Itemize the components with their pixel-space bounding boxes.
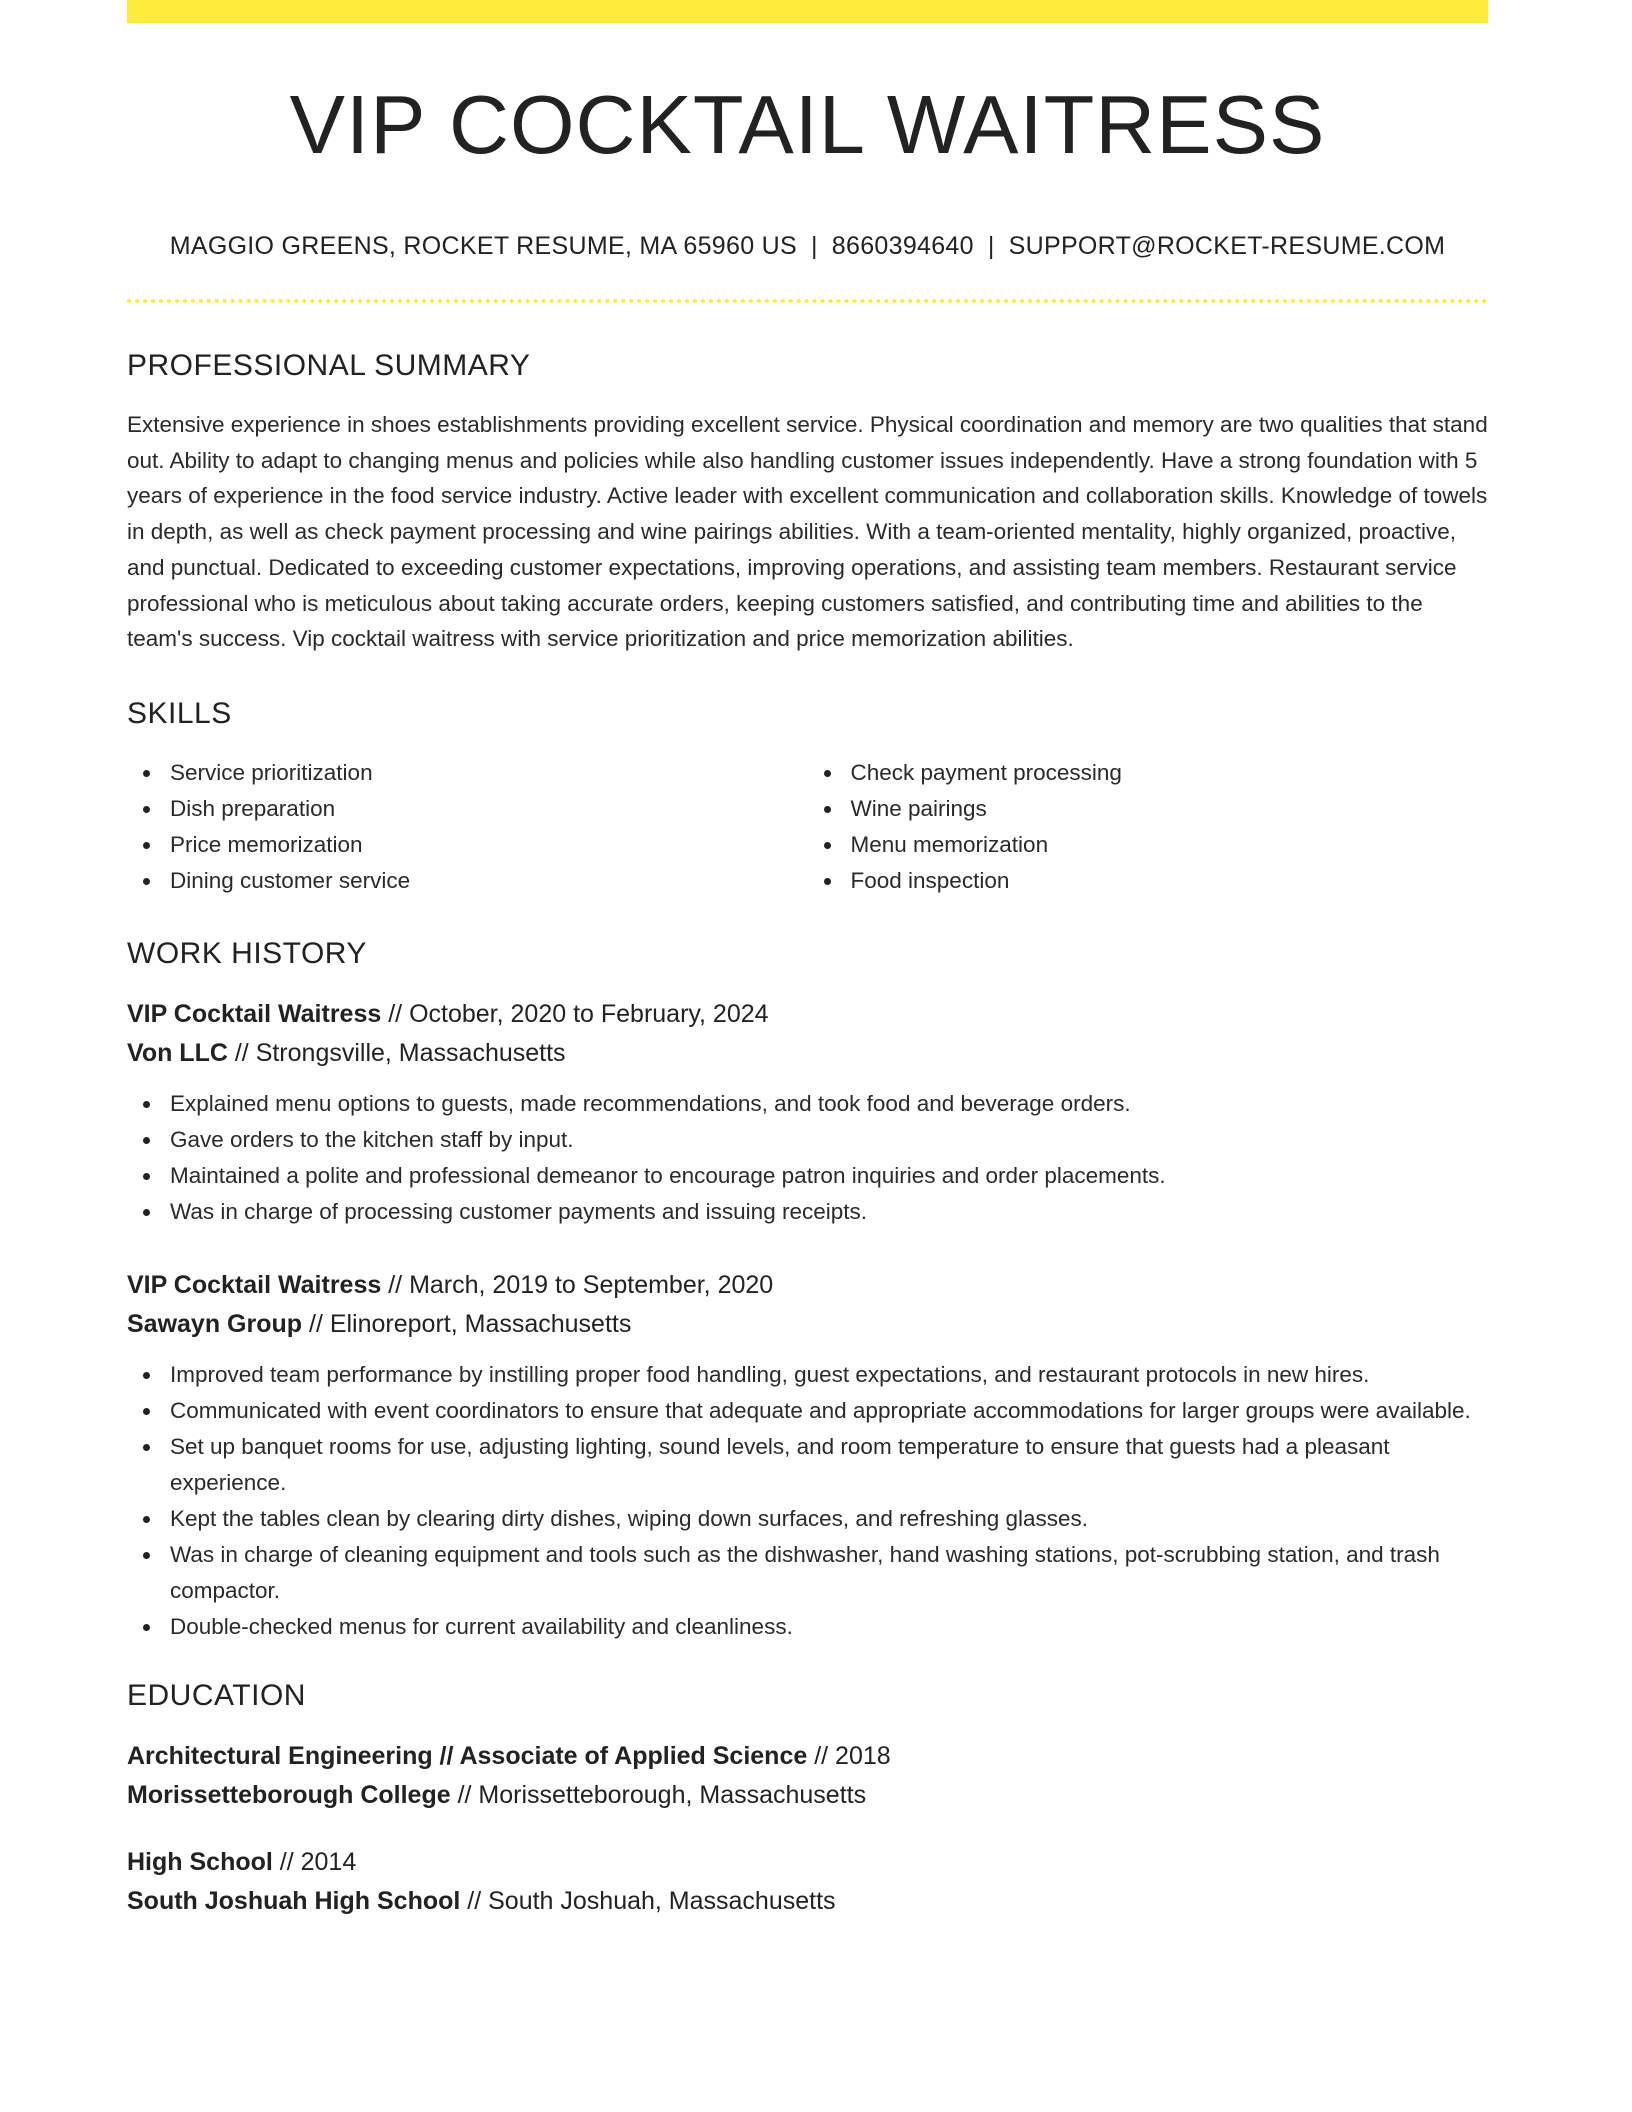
accent-top-bar <box>127 0 1488 23</box>
job-location: // Strongsville, Massachusetts <box>227 1038 566 1067</box>
duty-item: Set up banquet rooms for use, adjusting lighting, sound levels, and room temperature to ensure that guests had a pleasant experience. <box>170 1429 1488 1501</box>
education-degree: High School <box>127 1847 273 1876</box>
education-location: // Morissetteborough, Massachusetts <box>450 1780 867 1809</box>
contact-phone: 8660394640 <box>831 232 974 260</box>
education-entry <box>127 1737 1488 1815</box>
contact-address: MAGGIO GREENS, ROCKET RESUME, MA 65960 US <box>169 232 797 260</box>
skill-item: Wine pairings <box>851 791 1489 827</box>
contact-separator: | <box>811 232 818 260</box>
education-degree-line <box>127 1843 1488 1882</box>
contact-line <box>127 234 1488 259</box>
duty-item: Kept the tables clean by clearing dirty dishes, wiping down surfaces, and refreshing glasses. <box>170 1501 1488 1537</box>
summary-heading: PROFESSIONAL SUMMARY <box>127 349 531 382</box>
skill-item: Dining customer service <box>170 863 808 899</box>
duty-item: Communicated with event coordinators to ensure that adequate and appropriate accommodations for larger groups were available. <box>170 1393 1488 1429</box>
skills-column-left <box>127 755 808 899</box>
job-company-line <box>127 1034 1488 1073</box>
duty-item: Was in charge of processing customer payments and issuing receipts. <box>170 1194 1488 1230</box>
job-company-line <box>127 1305 1488 1344</box>
education-school-line <box>127 1776 1488 1815</box>
resume-name: VIP COCKTAIL WAITRESS <box>289 78 1326 171</box>
job-company: Sawayn Group <box>127 1309 303 1338</box>
skill-item: Food inspection <box>851 863 1489 899</box>
skill-item: Service prioritization <box>170 755 808 791</box>
education-heading: EDUCATION <box>127 1678 306 1712</box>
skills-heading: SKILLS <box>127 696 232 730</box>
skills-list <box>127 755 1488 899</box>
summary-text: Extensive experience in shoes establishments providing excellent service. Physical coordination and memory are two qualities that stand out. Ability to adapt to changing menus and policies while also handling customer issues independently. Have a strong foundation with 5 years of experience in the food service industry. Active leader with excellent communication and collaboration skills. Knowledge of towels in depth, as well as check payment processing and wine pairings abilities. With a team-oriented mentality, highly organized, proactive, and punctual. Dedicated to exceeding customer expectations, improving operations, and assisting team members. Restaurant service professional who is meticulous about taking accurate orders, keeping customers satisfied, and contributing time and abilities to the team's success. Vip cocktail waitress with service prioritization and price memorization abilities. <box>127 412 1488 652</box>
job-duties <box>127 1086 1488 1230</box>
education-school: Morissetteborough College <box>127 1780 451 1809</box>
skills-column-right <box>808 755 1489 899</box>
job-duties <box>127 1357 1488 1645</box>
skill-item: Check payment processing <box>851 755 1489 791</box>
resume-page <box>127 0 1488 1921</box>
job-dates: // October, 2020 to February, 2024 <box>381 999 769 1028</box>
contact-separator: | <box>987 232 995 260</box>
skill-item: Dish preparation <box>170 791 808 827</box>
duty-item: Maintained a polite and professional demeanor to encourage patron inquiries and order placements. <box>170 1158 1488 1194</box>
education-location: // South Joshuah, Massachusetts <box>460 1886 836 1915</box>
education-year: // 2014 <box>272 1847 357 1876</box>
contact-email: SUPPORT@ROCKET-RESUME.COM <box>1008 232 1446 260</box>
education-year: // 2018 <box>807 1741 891 1770</box>
duty-item: Gave orders to the kitchen staff by input. <box>170 1122 1488 1158</box>
job-company: Von LLC <box>127 1038 228 1067</box>
job-location: // Elinoreport, Massachusetts <box>302 1309 632 1338</box>
duty-item: Double-checked menus for current availability and cleanliness. <box>170 1609 1488 1645</box>
job-role: VIP Cocktail Waitress <box>127 999 382 1028</box>
duty-item: Explained menu options to guests, made recommendations, and took food and beverage orders. <box>170 1086 1488 1122</box>
dotted-divider <box>127 299 1488 303</box>
job-entry <box>127 995 1488 1230</box>
education-school-line <box>127 1882 1488 1921</box>
job-role: VIP Cocktail Waitress <box>127 1270 382 1299</box>
job-entry <box>127 1266 1488 1645</box>
job-dates: // March, 2019 to September, 2020 <box>381 1270 774 1299</box>
skill-item: Menu memorization <box>851 827 1489 863</box>
education-school: South Joshuah High School <box>127 1886 461 1915</box>
job-title-line <box>127 1266 1488 1305</box>
job-title-line <box>127 995 1488 1034</box>
work-history-heading: WORK HISTORY <box>127 936 367 970</box>
duty-item: Was in charge of cleaning equipment and tools such as the dishwasher, hand washing stations, pot-scrubbing station, and trash compactor. <box>170 1537 1488 1609</box>
education-degree-line <box>127 1737 1488 1776</box>
duty-item: Improved team performance by instilling proper food handling, guest expectations, and restaurant protocols in new hires. <box>170 1357 1488 1393</box>
education-degree: Architectural Engineering // Associate of Applied Science <box>127 1741 808 1770</box>
skill-item: Price memorization <box>170 827 808 863</box>
education-entry <box>127 1843 1488 1921</box>
